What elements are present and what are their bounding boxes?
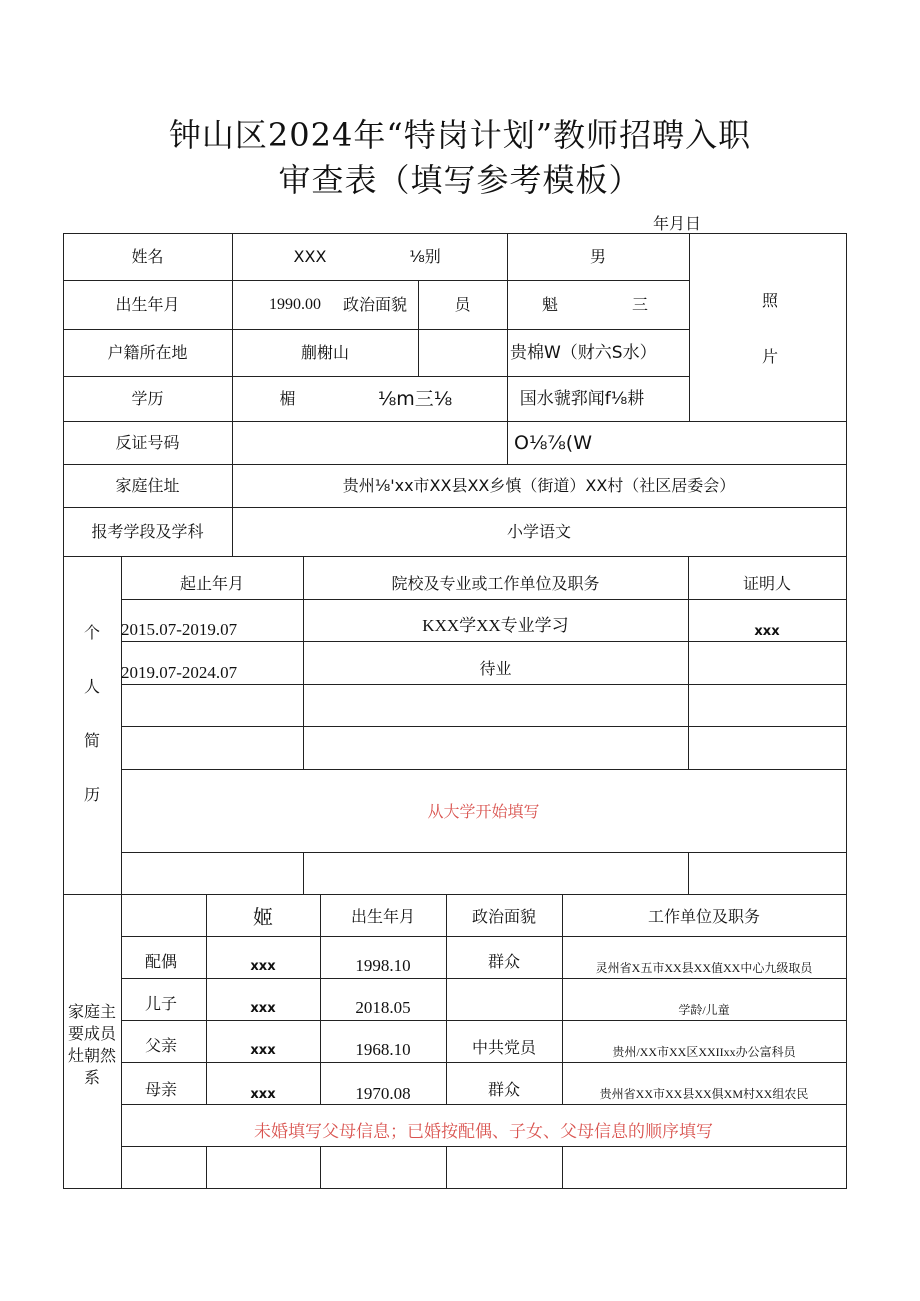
gender-label: ⅛别 (409, 247, 441, 267)
resume-side-char: 人 (83, 677, 100, 696)
family-header-name: 姬 (253, 905, 273, 929)
family-name: xxx (250, 1087, 276, 1103)
family-birth: 1968.10 (355, 1039, 411, 1059)
ethnic-label: 魁 (541, 295, 558, 315)
resume-side-char: 简 (83, 731, 100, 750)
family-header-political: 政治面貌 (471, 907, 536, 927)
ethnic-value: 三 (631, 295, 648, 315)
form-title-line-1: 钟山区2024年“特岗计划”教师招聘入职 (168, 116, 752, 154)
resume-header-period: 起止年月 (179, 574, 244, 594)
family-political: 群众 (487, 952, 520, 972)
huji-value: 蒯榭山 (300, 343, 349, 363)
school-label: 国水虢郛闻f⅛耕 (519, 388, 645, 409)
subject-value: 小学语文 (506, 522, 571, 542)
resume-institution: 待业 (479, 659, 512, 679)
address-label: 家庭住址 (115, 476, 180, 496)
family-work: 贵州省XX市XX县XX俱XM村XX组农民 (599, 1086, 809, 1101)
id-label: 反证号码 (115, 433, 180, 453)
resume-institution: KXX学XX专业学习 (422, 615, 569, 635)
edu-value: 楣 (279, 389, 296, 409)
resume-side-char: 个 (83, 623, 100, 642)
resume-side-char: 历 (83, 785, 100, 804)
degree-label: ⅛m三⅛ (377, 387, 453, 410)
family-birth: 1970.08 (355, 1083, 411, 1103)
form-title-line-2: 审查表（填写参考模板） (278, 161, 642, 199)
birth-value: 1990.00 (269, 296, 321, 314)
family-note: 未婚填写父母信息；已婚按配偶、子女、父母信息的顺序填写 (254, 1121, 713, 1142)
resume-witness: xxx (754, 624, 780, 640)
family-work: 灵州省X五市XX县XX值XX中心九级取员 (595, 960, 813, 975)
political-label: 政治面貌 (342, 295, 407, 315)
resume-period: 2015.07-2019.07 (121, 619, 238, 639)
subject-label: 报考学段及学科 (91, 522, 204, 542)
family-name: xxx (250, 1001, 276, 1017)
family-relation: 父亲 (144, 1036, 177, 1056)
family-political: 群众 (487, 1080, 520, 1100)
extra-label: 贵棉W（财六S水） (510, 343, 657, 363)
family-name: xxx (250, 959, 276, 975)
birth-label: 出生年月 (115, 295, 180, 315)
family-work: 学龄/儿童 (678, 1002, 730, 1017)
address-value: 贵州⅛'xx市XX县XX乡慎（街道）XX村（社区居委会） (342, 476, 736, 496)
resume-header-witness: 证明人 (742, 574, 791, 594)
resume-witness (688, 655, 846, 691)
huji-label: 户籍所在地 (107, 343, 188, 363)
date-label: 年月日 (653, 214, 702, 233)
family-birth: 1998.10 (355, 955, 411, 975)
id-value: O⅛⅞(W (514, 431, 592, 454)
family-political (446, 986, 562, 1022)
family-political: 中共党员 (471, 1038, 536, 1058)
family-header-work: 工作单位及职务 (647, 907, 760, 927)
family-relation: 配偶 (144, 952, 177, 972)
resume-header-institution: 院校及专业或工作单位及职务 (391, 574, 600, 594)
resume-note: 从大学开始填写 (427, 802, 540, 822)
photo-label-2: 片 (761, 347, 778, 367)
resume-side-label (63, 606, 121, 822)
name-label: 姓名 (131, 247, 164, 267)
family-header-relation (121, 898, 206, 936)
family-work: 贵州/XX市XX区XXIIxx办公富科员 (612, 1044, 796, 1059)
family-name: xxx (250, 1043, 276, 1059)
family-relation: 母亲 (144, 1080, 177, 1100)
family-header-birth: 出生年月 (350, 907, 415, 927)
family-side-label: 家庭主要成员灶朝然系 (67, 1002, 116, 1087)
name-value: XXX (293, 247, 327, 267)
edu-label: 学历 (131, 389, 164, 409)
family-relation: 儿子 (144, 994, 177, 1014)
gender-value: 男 (589, 247, 606, 267)
resume-period: 2019.07-2024.07 (121, 662, 238, 682)
political-value: 员 (454, 295, 471, 315)
family-birth: 2018.05 (355, 997, 411, 1017)
photo-label-1: 照 (761, 291, 778, 311)
